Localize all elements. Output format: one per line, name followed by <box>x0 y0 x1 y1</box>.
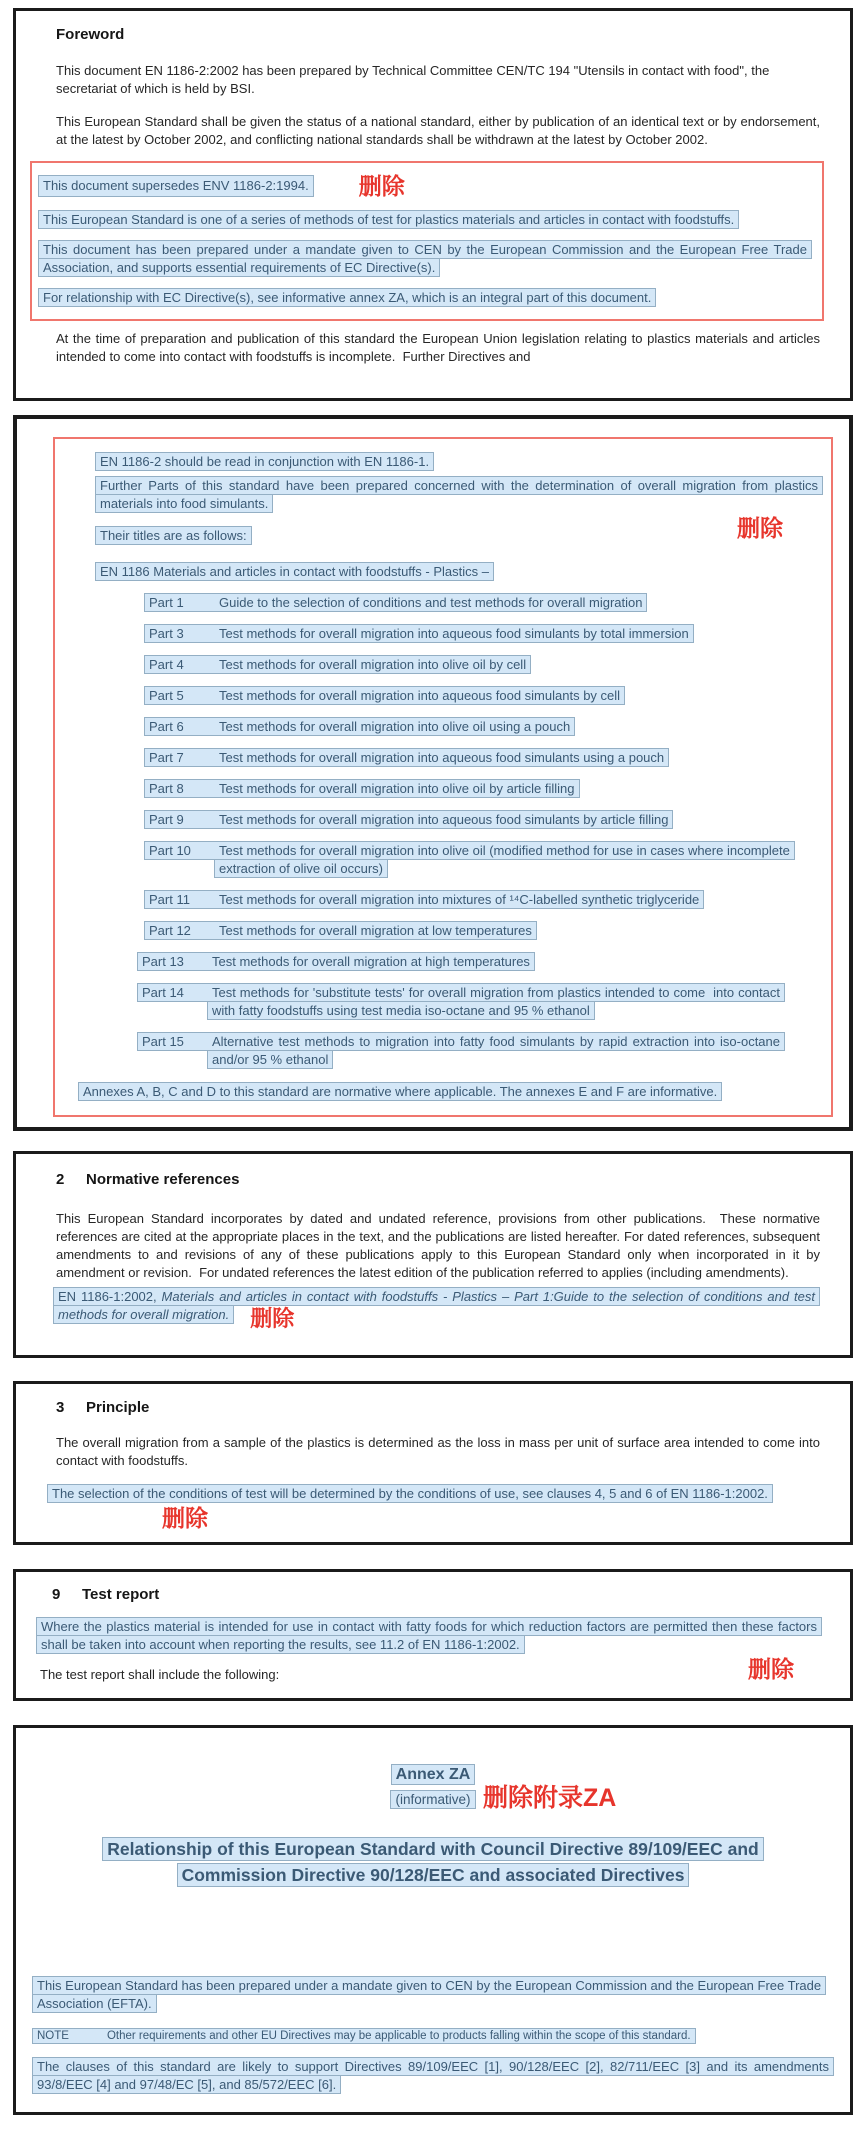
part-title: Test methods for overall migration into aqueous food simulants using a pouch <box>219 750 665 765</box>
deleted-text-supersedes: This document supersedes ENV 1186-2:1994. <box>38 175 314 197</box>
delete-annotation: 删除 <box>748 1656 794 1682</box>
part-title: Test methods for overall migration at low temperatures <box>219 923 532 938</box>
annex-za-subtitle: (informative) 删除附录ZA <box>32 1789 834 1810</box>
part-row <box>144 625 792 643</box>
part-row <box>144 594 792 612</box>
part-row <box>144 780 792 798</box>
part-number: Part 6 <box>149 719 184 734</box>
part-title: Test methods for overall migration into aqueous food simulants by article filling <box>219 812 669 827</box>
deleted-text-series: This European Standard is one of a series of methods of test for plastics materials and articles in contact with foodstuffs. <box>38 210 739 229</box>
test-report-heading: 9 Test report <box>52 1586 160 1603</box>
deleted-line-supersedes <box>38 173 812 199</box>
delete-annex-annotation: 删除附录ZA <box>483 1784 617 1812</box>
annex-za-para-2: The clauses of this standard are likely to support Directives 89/109/EEC [1], 90/128/EEC [2], 82/711/EEC [3] and its amendments 93/8/EEC [4] and 97/48/EC [5], and 85/572/EEC [6]. <box>32 2058 834 2094</box>
foreword-para-1: This document EN 1186-2:2002 has been prepared by Technical Committee CEN/TC 194 "Utensils in contact with food", the secretariat of which is held by BSI. <box>56 63 770 96</box>
foreword-para-2: This European Standard shall be given the status of a national standard, either by publication of an identical text or by endorsement, at the latest by October 2002, and conflicting national standards shall be withdrawn at the latest by October 2002. <box>56 114 820 147</box>
part-row <box>137 1033 785 1069</box>
delete-annotation: 删除 <box>737 515 783 541</box>
part-number: Part 11 <box>149 892 190 907</box>
part-title: Test methods for overall migration into olive oil by cell <box>219 657 527 672</box>
principle-body: The overall migration from a sample of the plastics is determined as the loss in mass per unit of surface area intended to come into contact with foodstuffs. <box>56 1435 820 1468</box>
foreword-heading: Foreword <box>56 26 125 43</box>
part-number: Part 13 <box>142 954 184 969</box>
section-parts-list <box>13 415 853 1131</box>
part-number: Part 12 <box>149 923 191 938</box>
delete-annotation: 删除 <box>250 1306 295 1331</box>
deleted-principle: The selection of the conditions of test will be determined by the conditions of use, see clauses 4, 5 and 6 of EN 1186-1:2002. <box>47 1485 820 1503</box>
annex-za-heading: Relationship of this European Standard with Council Directive 89/109/EEC and Commission Directive 90/128/EEC and associated Directives <box>53 1836 813 1888</box>
part-title: Test methods for overall migration into olive oil (modified method for use in cases where incomplete extraction of olive oil occurs) <box>219 843 790 876</box>
normative-body: This European Standard incorporates by dated and undated reference, provisions from other publications. These normative references are cited at the appropriate places in the text, and the publications are listed hereafter. For dated references, subsequent amendments to and revisions of any of these publications apply to this European Standard only when incorporated in it by amendment or revision. For undated references the latest edition of the publication referred to applies (including amendments). <box>56 1211 820 1280</box>
part-number: Part 4 <box>149 657 184 672</box>
part-title: Test methods for overall migration into aqueous food simulants by cell <box>219 688 621 703</box>
part-number: Part 7 <box>149 750 184 765</box>
part-row <box>137 984 785 1020</box>
part-title: Test methods for overall migration into olive oil using a pouch <box>219 719 571 734</box>
part-title: Test methods for overall migration at high temperatures <box>212 954 530 969</box>
note-label: NOTE <box>37 2030 69 2042</box>
normative-heading: 2 Normative references <box>56 1171 240 1188</box>
annex-za-para-1: This European Standard has been prepared under a mandate given to CEN by the European Commission and the European Free Trade Association (EFTA). <box>32 1977 834 2013</box>
parts-list <box>95 594 823 1069</box>
deleted-test-report: Where the plastics material is intended for use in contact with fatty foods for which reduction factors are permitted then these factors shall be taken into account when reporting the results, see 11.2 of EN 1186-1:2002. <box>36 1618 822 1654</box>
part-row <box>144 718 792 736</box>
part-title: Test methods for overall migration into olive oil by article filling <box>219 781 575 796</box>
part-title: Test methods for overall migration into mixtures of ¹⁴C-labelled synthetic triglyceride <box>219 892 700 907</box>
section-test-report <box>13 1569 853 1701</box>
part-number: Part 3 <box>149 626 184 641</box>
part-row <box>144 922 792 940</box>
part-number: Part 8 <box>149 781 184 796</box>
part-row <box>144 656 792 674</box>
delete-annotation: 删除 <box>162 1505 208 1531</box>
deleted-reference <box>53 1288 820 1332</box>
principle-heading: 3 Principle <box>56 1399 150 1416</box>
deleted-text-annex-za-ref: For relationship with EC Directive(s), see informative annex ZA, which is an integral part of this document. <box>38 288 656 307</box>
parts-intro-1: EN 1186-2 should be read in conjunction with EN 1186-1. <box>95 453 823 471</box>
annex-za-title: Annex ZA <box>32 1764 834 1786</box>
deleted-para-series <box>38 211 812 229</box>
part-number: Part 1 <box>149 595 184 610</box>
deleted-para-annex-za-ref <box>38 289 812 307</box>
part-number: Part 5 <box>149 688 184 703</box>
deleted-para-mandate <box>38 241 812 277</box>
parts-intro-2: Further Parts of this standard have been prepared concerned with the determination of overall migration from plastics materials into food simulants. <box>95 477 823 513</box>
section-foreword <box>13 8 853 401</box>
section-annex-za <box>13 1725 853 2115</box>
part-row <box>144 842 792 878</box>
deleted-reference-title: Materials and articles in contact with foodstuffs - Plastics – Part 1:Guide to the selection of conditions and test methods for overall migration. <box>58 1289 815 1322</box>
note-text: Other requirements and other EU Directives may be applicable to products falling within the scope of this standard. <box>106 2030 691 2042</box>
part-title: Test methods for overall migration into aqueous food simulants by total immersion <box>219 626 689 641</box>
part-number: Part 15 <box>142 1034 184 1049</box>
part-title: Guide to the selection of conditions and test methods for overall migration <box>219 595 643 610</box>
test-report-body: The test report shall include the following: <box>40 1667 280 1682</box>
annex-za-spacer <box>32 1888 834 1964</box>
part-number: Part 9 <box>149 812 184 827</box>
section-normative-references <box>13 1151 853 1358</box>
section-principle <box>13 1381 853 1545</box>
part-number: Part 14 <box>142 985 184 1000</box>
part-row <box>137 953 785 971</box>
deleted-block-outline-foreword <box>30 161 824 321</box>
parts-titles-intro: Their titles are as follows: <box>95 527 823 545</box>
part-row <box>144 749 792 767</box>
part-number: Part 10 <box>149 843 191 858</box>
part-title: Alternative test methods to migration into fatty food simulants by rapid extraction into iso-octane and/or 95 % ethanol <box>212 1034 780 1067</box>
foreword-para-3: At the time of preparation and publication of this standard the European Union legislation relating to plastics materials and articles intended to come into contact with foodstuffs is incomplete. Further Directives and <box>56 331 820 364</box>
part-title: Test methods for 'substitute tests' for overall migration from plastics intended to come into contact with fatty foodstuffs using test media iso-octane and 95 % ethanol <box>212 985 780 1018</box>
part-row <box>144 811 792 829</box>
deleted-reference-id: EN 1186-1:2002, <box>58 1289 157 1304</box>
part-row <box>144 891 792 909</box>
annex-za-note <box>32 2026 834 2045</box>
deleted-text-mandate: This document has been prepared under a mandate given to CEN by the European Commission and the European Free Trade Association, and supports essential requirements of EC Directive(s). <box>38 240 812 277</box>
deleted-block-outline-parts <box>53 437 833 1117</box>
parts-annex-note: Annexes A, B, C and D to this standard are normative where applicable. The annexes E and F are informative. <box>78 1083 823 1101</box>
delete-annotation: 删除 <box>358 173 405 199</box>
part-row <box>144 687 792 705</box>
parts-list-heading: EN 1186 Materials and articles in contact with foodstuffs - Plastics – <box>95 563 823 581</box>
